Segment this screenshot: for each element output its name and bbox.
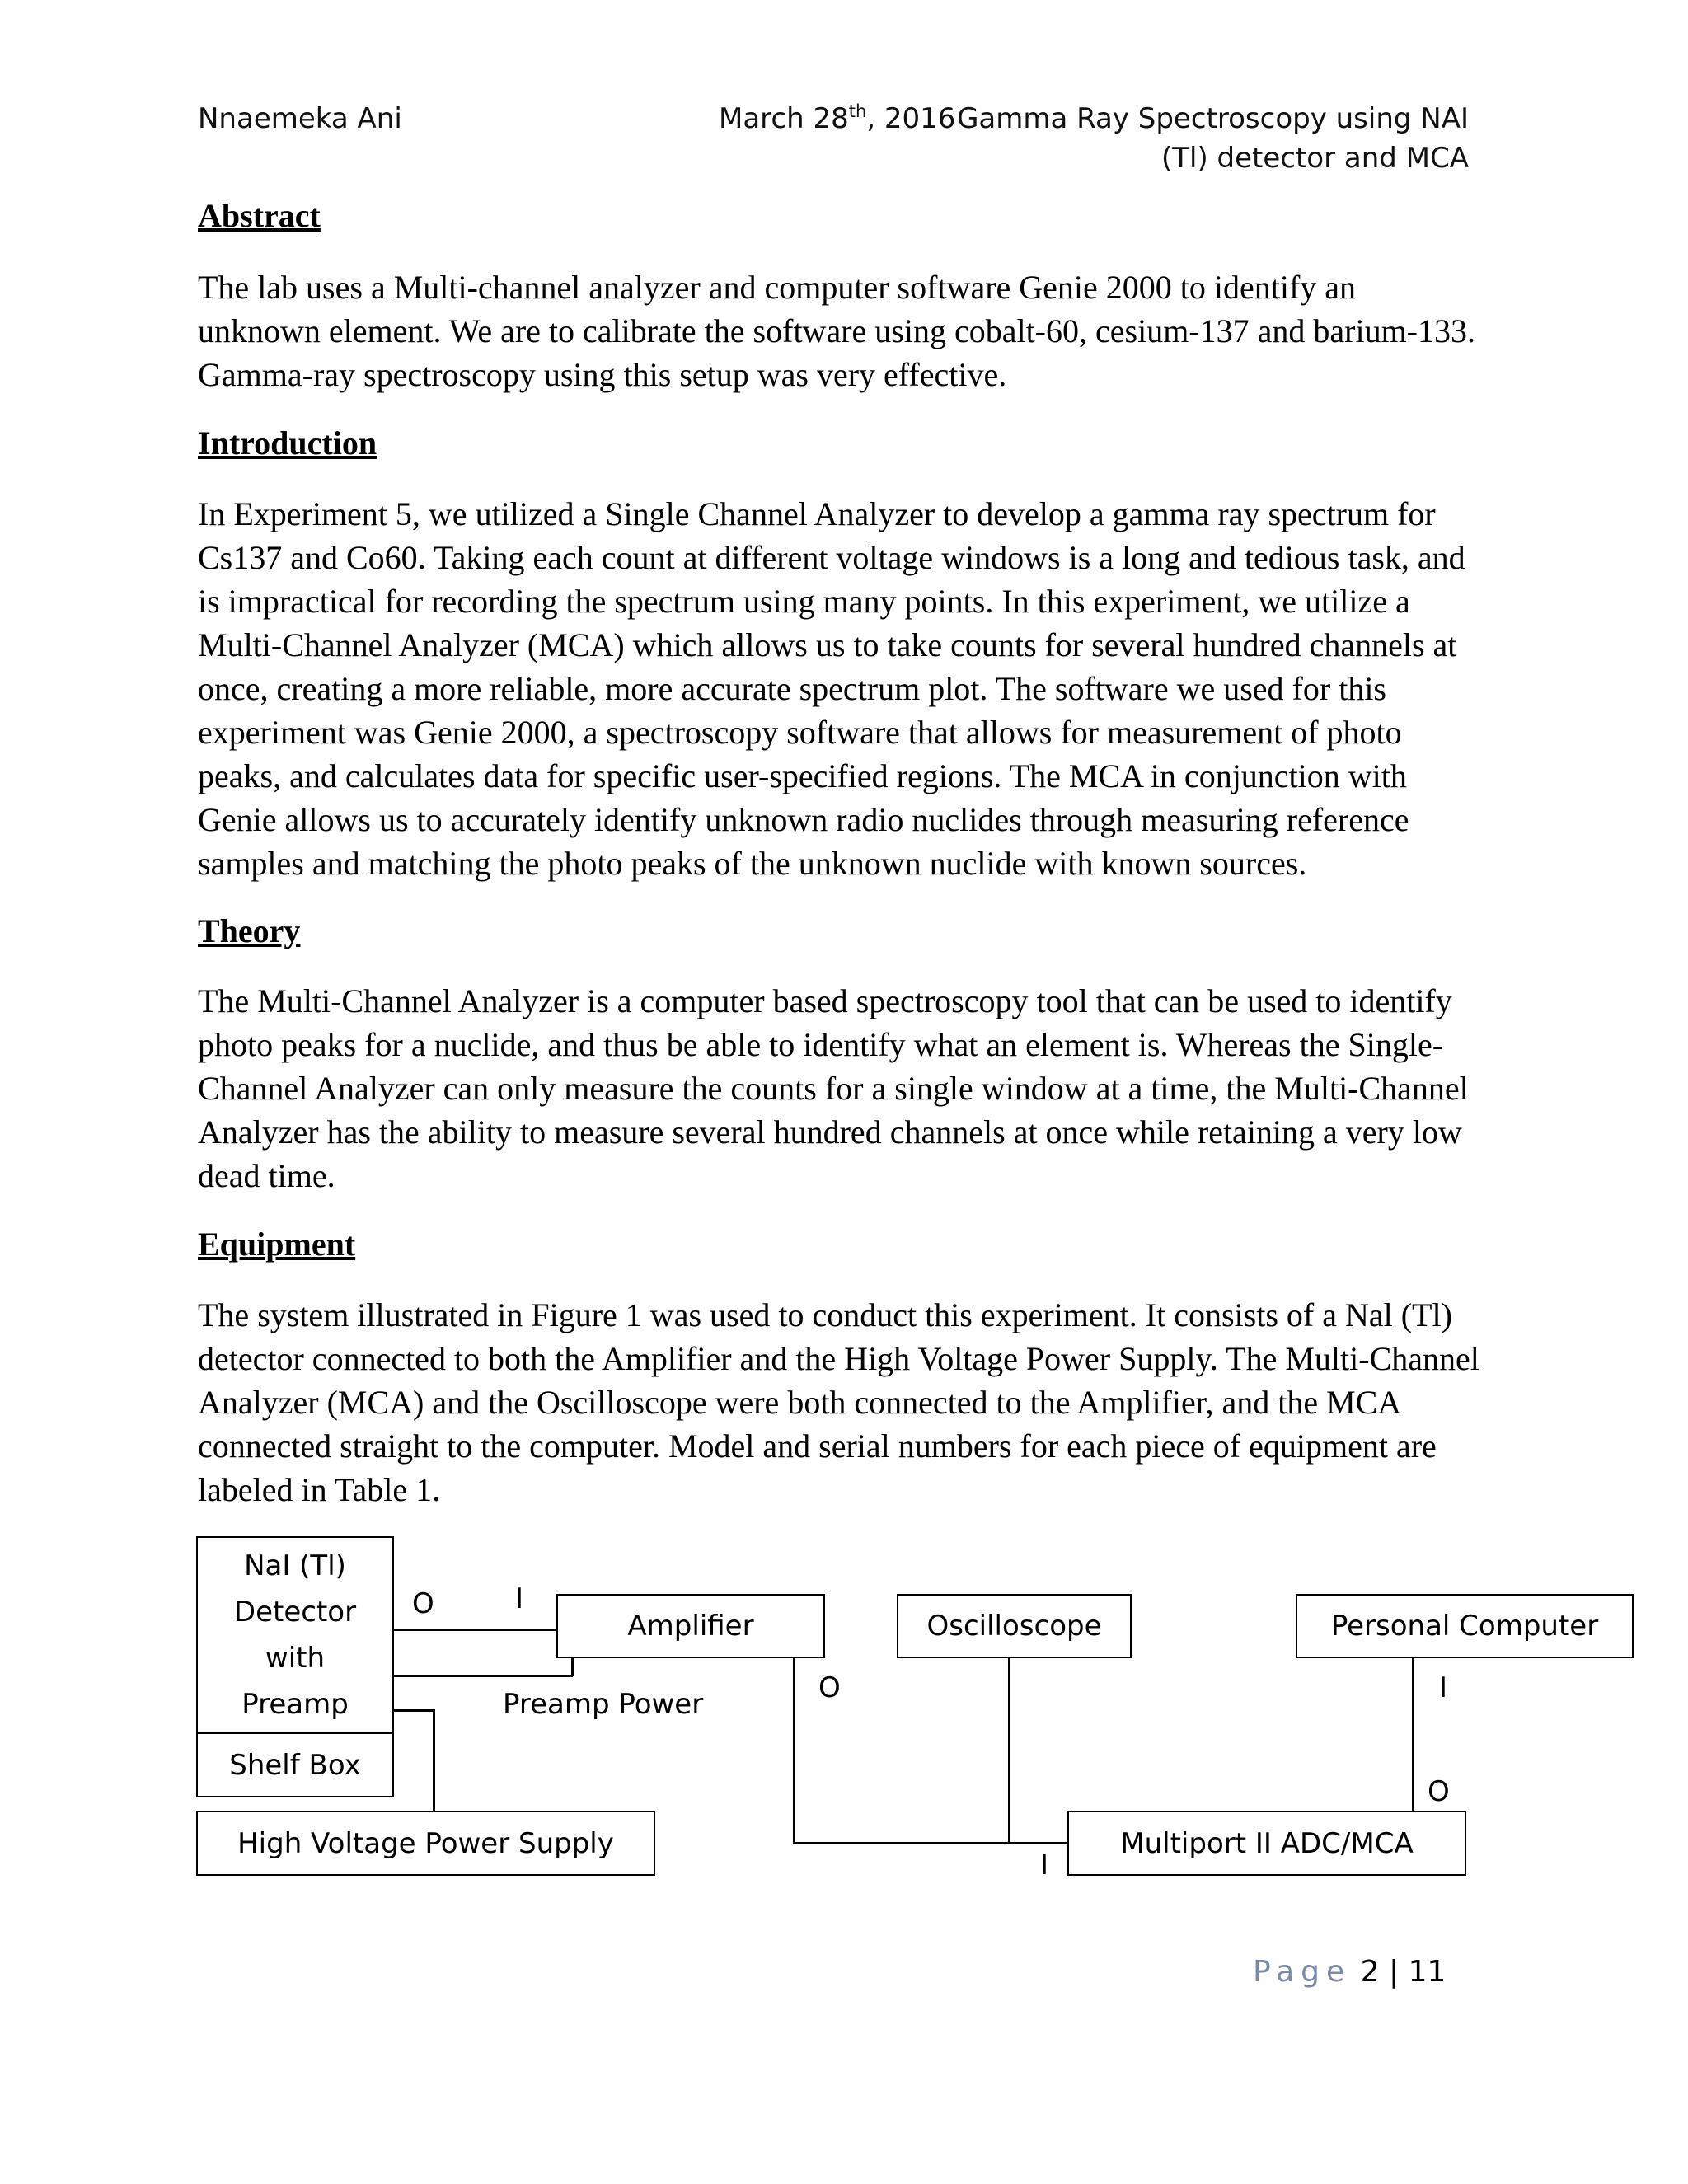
wire-amplifier-mca-h (793, 1842, 1069, 1844)
amplifier-box: Amplifier (556, 1594, 825, 1658)
footer-page-total: 11 (1408, 1955, 1447, 1989)
amplifier-input-label: I (515, 1582, 524, 1615)
detector-label-line2: Detector (233, 1596, 357, 1629)
detector-box (196, 1536, 394, 1734)
wire-oscilloscope-v (1008, 1657, 1010, 1844)
header-author: Nnaemeka Ani (198, 102, 402, 135)
equipment-heading: Equipment (198, 1226, 356, 1263)
hv-supply-box: High Voltage Power Supply (196, 1811, 655, 1876)
preamp-power-label: Preamp Power (503, 1688, 704, 1721)
page-footer (1253, 1952, 1446, 1993)
introduction-body: In Experiment 5, we utilized a Single Channel Analyzer to develop a gamma ray spectrum for Cs137 and Co60. Taking each count at different voltage windows is a long and tedious task, and is impractical for recording the spectrum using many points. In this experiment, we utilize a Multi-Channel Analyzer (MCA) which allows us to take counts for several hundred channels at once, creating a more reliable, more accurate spectrum plot. The software we used for this experiment was Genie 2000, a spectroscopy software that allows for measurement of photo peaks, and calculates data for specific user-specified regions. The MCA in conjunction with Genie allows us to accurately identify unknown radio nuclides through measuring reference samples and matching the photo peaks of the unknown nuclide with known sources. (198, 495, 1465, 882)
shelf-box: Shelf Box (196, 1732, 394, 1797)
footer-page-current: 2 (1360, 1955, 1380, 1989)
computer-box: Personal Computer (1296, 1594, 1634, 1658)
detector-output-label: O (412, 1587, 434, 1620)
mca-input-label: I (1040, 1849, 1049, 1882)
wire-preamp-power-v (571, 1657, 574, 1676)
detector-label-line3: with (265, 1642, 326, 1675)
detector-label-line4: Preamp (241, 1688, 349, 1721)
theory-heading: Theory (198, 912, 301, 949)
oscilloscope-box: Oscilloscope (897, 1594, 1132, 1658)
header-title-line1: Gamma Ray Spectroscopy using NAI (957, 102, 1469, 135)
wire-computer-mca-v (1412, 1657, 1414, 1820)
computer-input-label: I (1439, 1671, 1448, 1704)
detector-label-line1: NaI (Tl) (244, 1549, 346, 1582)
equipment-body: The system illustrated in Figure 1 was used to conduct this experiment. It consists of a Nal (Tl) detector connected to both the Amplifier and the High Voltage Power Supply. The Multi-Channel Analyzer (MCA) and the Oscilloscope were both connected to the Amplifier, and the MCA connected straight to the computer. Model and serial numbers for each piece of equipment are labeled in Table 1. (198, 1296, 1479, 1508)
footer-page-word: Page (1253, 1955, 1352, 1989)
introduction-heading: Introduction (198, 424, 377, 462)
wire-detector-hv-h (393, 1709, 434, 1712)
footer-separator: | (1388, 1955, 1400, 1989)
wire-detector-amplifier (393, 1629, 558, 1631)
amplifier-output-label: O (818, 1671, 841, 1704)
wire-amplifier-out-v (793, 1657, 795, 1844)
theory-body: The Multi-Channel Analyzer is a computer based spectroscopy tool that can be used to identify photo peaks for a nuclide, and thus be able to identify what an element is. Whereas the Single-Channel Analyzer can only measure the counts for a single window at a time, the Multi-Channel Analyzer has the ability to measure several hundred channels at once while retaining a very low dead time. (198, 982, 1469, 1194)
header-date-suffix: th (848, 101, 867, 121)
mca-box: Multiport II ADC/MCA (1067, 1811, 1466, 1876)
abstract-heading: Abstract (198, 197, 321, 234)
header-title-line2: (Tl) detector and MCA (1160, 142, 1469, 175)
abstract-body: The lab uses a Multi-channel analyzer and computer software Genie 2000 to identify an unknown element. We are to calibrate the software using cobalt-60, cesium-137 and barium-133. Gamma-ray spectroscopy using this setup was very effective. (198, 269, 1475, 393)
header-date (719, 99, 955, 138)
wire-detector-hv-v (433, 1709, 435, 1818)
mca-output-label: O (1428, 1775, 1450, 1808)
header-date-rest: , 2016 (866, 102, 956, 135)
header-date-prefix: March 28 (719, 102, 849, 135)
wire-preamp-power-h (393, 1675, 573, 1677)
